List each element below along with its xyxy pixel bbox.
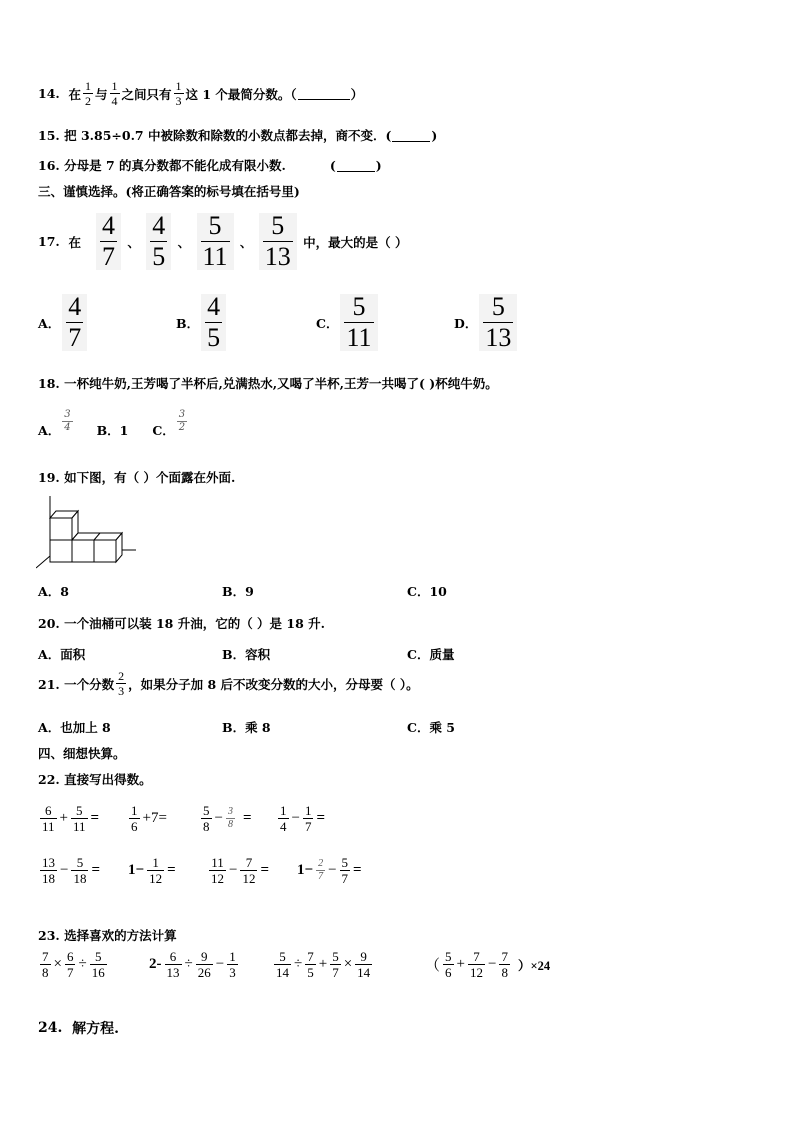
question-23: 23. 选择喜欢的方法计算 bbox=[38, 928, 177, 943]
section-3-heading: 三、谨慎选择。(将正确答案的标号填在括号里) bbox=[38, 184, 300, 199]
fraction: 9 14 bbox=[357, 949, 371, 980]
fraction: 4 7 bbox=[96, 213, 121, 270]
fraction: 9 26 bbox=[197, 949, 211, 980]
section-4-heading: 四、细想快算。 bbox=[38, 746, 126, 761]
option-c[interactable]: C．质量 bbox=[407, 647, 455, 662]
question-14: 14. 在 1 2 与 1 4 之间只有 1 3 这 1 个最简分数。（ ） bbox=[38, 79, 364, 108]
fraction: 7 12 bbox=[242, 855, 256, 886]
fraction: 2 3 bbox=[118, 669, 125, 698]
option-b[interactable]: B． 4 5 bbox=[176, 294, 228, 351]
fraction: 6 13 bbox=[166, 949, 180, 980]
expr: 2- 6 13 ÷ 9 26 − 1 3 bbox=[149, 949, 236, 980]
fraction: 7 12 bbox=[469, 949, 483, 980]
answer-blank[interactable] bbox=[392, 129, 430, 142]
answer-blank[interactable] bbox=[337, 159, 375, 172]
question-21: 21. 一个分数 2 3 ，如果分子加 8 后不改变分数的大小，分母要（ ）。 bbox=[38, 669, 419, 698]
fraction: 1 7 bbox=[304, 803, 312, 834]
question-24: 24. 解方程. bbox=[38, 1020, 119, 1037]
fraction: 5 8 bbox=[203, 803, 210, 834]
fraction: 1 12 bbox=[149, 855, 163, 886]
question-16: 16. 分母是 7 的真分数都不能化成有限小数. ( ) bbox=[38, 157, 382, 173]
expr: 5 14 ÷ 7 5 + 5 7 × 9 14 bbox=[276, 949, 371, 980]
expr: 1 4 − 1 7 = bbox=[280, 803, 326, 834]
fraction: 5 7 bbox=[341, 855, 349, 886]
question-15: 15. 把 3.85÷0.7 中被除数和除数的小数点都去掉，商不变．( ) bbox=[38, 127, 438, 143]
option-c[interactable]: C． 5 11 bbox=[316, 294, 380, 351]
fraction: 11 12 bbox=[211, 855, 224, 886]
option-d[interactable]: D． 5 13 bbox=[454, 294, 519, 351]
option-a[interactable]: A．8 bbox=[38, 584, 69, 599]
fraction: 3 8 bbox=[227, 806, 233, 830]
option-b[interactable]: B．乘 8 bbox=[222, 720, 271, 735]
option-b[interactable]: B．1 bbox=[96, 423, 129, 438]
fraction: 1 3 bbox=[175, 79, 182, 108]
q18-options bbox=[38, 410, 189, 439]
fraction: 7 8 bbox=[501, 949, 508, 980]
question-22: 22. 直接写出得数。 bbox=[38, 772, 152, 787]
option-a[interactable]: A． 3 4 bbox=[38, 409, 71, 438]
question-18: 18. 一杯纯牛奶,王芳喝了半杯后,兑满热水,又喝了半杯,王芳一共喝了( )杯纯牛奶。 bbox=[38, 376, 498, 391]
fraction: 5 13 bbox=[479, 294, 517, 351]
expr: 13 18 − 5 18 = bbox=[42, 855, 101, 886]
expr: 11 12 − 7 12 = bbox=[211, 855, 270, 886]
fraction: 1 4 bbox=[111, 79, 118, 108]
fraction: 3 4 bbox=[64, 409, 71, 433]
fraction: 4 7 bbox=[62, 294, 87, 351]
fraction: 5 6 bbox=[445, 949, 452, 980]
expr: （ 5 6 + 7 12 − 7 8 ）×24 bbox=[425, 949, 551, 980]
option-a[interactable]: A．也加上 8 bbox=[38, 720, 111, 735]
option-a[interactable]: A． 4 7 bbox=[38, 294, 89, 351]
fraction: 1 3 bbox=[229, 949, 236, 980]
fraction: 7 8 bbox=[42, 949, 49, 980]
fraction: 4 5 bbox=[201, 294, 226, 351]
fraction: 5 18 bbox=[73, 855, 87, 886]
fraction: 5 11 bbox=[73, 803, 86, 834]
expr: 1− 1 12 = bbox=[128, 855, 176, 886]
answer-blank[interactable] bbox=[298, 87, 350, 100]
option-c[interactable]: C．10 bbox=[407, 584, 447, 599]
expr: 5 8 − 3 8 = bbox=[203, 803, 252, 834]
question-17: 17. 在 4 7 、 4 5 、 5 11 、 5 13 中，最大的是（ ） bbox=[38, 211, 408, 271]
question-20: 20. 一个油桶可以装 18 升油，它的（ ）是 18 升. bbox=[38, 616, 326, 631]
option-c[interactable]: C． 3 2 bbox=[152, 409, 186, 438]
fraction: 1 2 bbox=[84, 79, 91, 108]
expr: 1 6 +7= bbox=[131, 803, 167, 834]
option-a[interactable]: A．面积 bbox=[38, 647, 86, 662]
expr: 6 11 + 5 11 = bbox=[42, 803, 100, 834]
fraction: 5 11 bbox=[197, 213, 234, 270]
expr: 7 8 × 6 7 ÷ 5 16 bbox=[42, 949, 105, 980]
fraction: 5 14 bbox=[276, 949, 289, 980]
fraction: 5 16 bbox=[91, 949, 105, 980]
fraction: 5 13 bbox=[259, 213, 297, 270]
fraction: 13 18 bbox=[42, 855, 55, 886]
question-19: 19. 如下图，有（ ）个面露在外面. bbox=[38, 470, 236, 485]
fraction: 4 5 bbox=[146, 213, 171, 270]
fraction: 1 6 bbox=[131, 803, 138, 834]
fraction: 6 11 bbox=[42, 803, 55, 834]
fraction: 3 2 bbox=[178, 409, 186, 433]
fraction: 6 7 bbox=[66, 949, 74, 980]
cube-figure bbox=[36, 494, 140, 574]
fraction: 2 7 bbox=[318, 858, 324, 882]
fraction: 7 5 bbox=[307, 949, 314, 980]
fraction: 1 4 bbox=[280, 803, 287, 834]
fraction: 5 11 bbox=[340, 294, 377, 351]
option-c[interactable]: C．乘 5 bbox=[407, 720, 455, 735]
fraction: 5 7 bbox=[332, 949, 339, 980]
expr: 1− 2 7 − 5 7 = bbox=[297, 855, 362, 886]
option-b[interactable]: B．9 bbox=[222, 584, 254, 599]
option-b[interactable]: B．容积 bbox=[222, 647, 271, 662]
